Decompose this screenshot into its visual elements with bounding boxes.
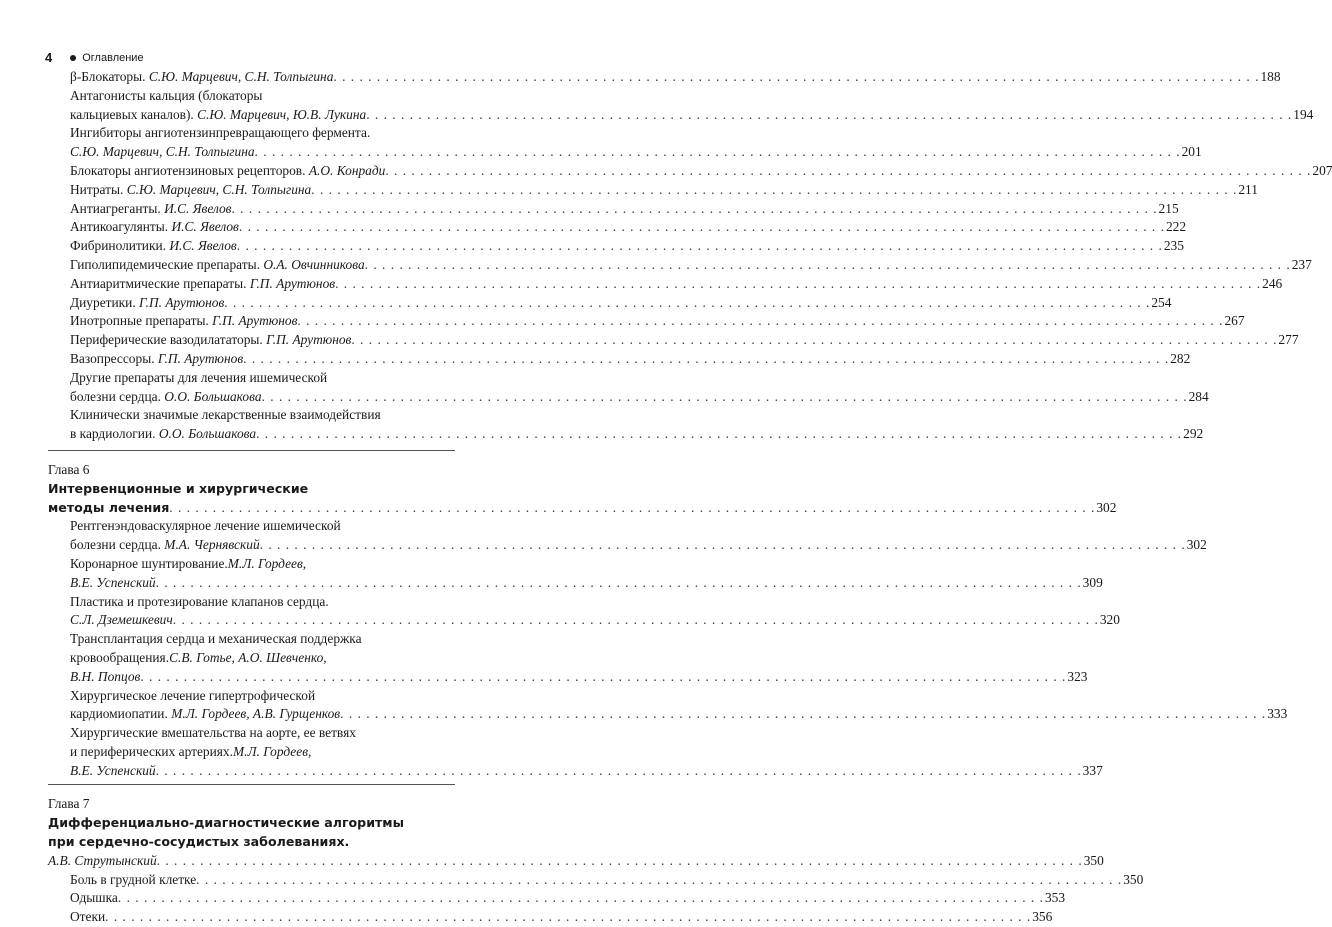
toc-entry[interactable]: Отеки . . . 356 <box>48 908 455 927</box>
toc-entry[interactable]: Гиполипидемические препараты. О.А. Овчинникова . . . 237 <box>48 256 455 275</box>
toc-entry[interactable]: кардиомиопатии. М.Л. Гордеев, А.В. Гурщенков . . . 333 <box>48 705 455 724</box>
running-header <box>45 50 144 65</box>
toc-line: Клинически значимые лекарственные взаимодействия <box>70 407 381 423</box>
toc-line: Трансплантация сердца и механическая поддержка <box>70 631 362 647</box>
toc-entry[interactable]: методы лечения . . . 302 <box>48 499 455 518</box>
toc-line: Пластика и протезирование клапанов сердца. <box>70 593 329 609</box>
toc-line: Хирургические вмешательства на аорте, ее ветвях <box>70 725 356 741</box>
divider <box>48 784 455 785</box>
toc-entry[interactable]: С.Ю. Марцевич, С.Н. Толпыгина . . . 201 <box>48 143 455 162</box>
toc-entry[interactable]: Антиаритмические препараты. Г.П. Арутюнов . . . 246 <box>48 275 455 294</box>
toc-entry[interactable]: Антиагреганты. И.С. Явелов . . . 215 <box>48 200 455 219</box>
toc-line: Ингибиторы ангиотензинпревращающего фермента. <box>70 125 371 141</box>
divider <box>48 450 455 451</box>
chapter-7 <box>48 795 1144 927</box>
chapter-title: при сердечно-сосудистых заболеваниях. <box>48 834 350 850</box>
toc-entry[interactable]: В.Е. Успенский . . . 337 <box>48 762 455 781</box>
toc-line: Коронарное шунтирование. М.Л. Гордеев, <box>70 555 307 571</box>
chapter-title: Интервенционные и хирургические <box>48 480 309 496</box>
toc-entry[interactable]: Блокаторы ангиотензиновых рецепторов. А.О. Конради . . . 207 <box>48 162 455 181</box>
toc-entry[interactable]: В.Н. Попцов . . . 323 <box>48 668 455 687</box>
page-number: 4 <box>45 50 53 65</box>
chapter-6-entries <box>48 517 1288 780</box>
toc-entry[interactable]: в кардиологии. О.О. Большакова . . . 292 <box>48 425 455 444</box>
toc-line: Рентгенэндоваскулярное лечение ишемической <box>70 518 341 534</box>
toc-line: Антагонисты кальция (блокаторы <box>70 87 263 103</box>
toc-entry[interactable]: кальциевых каналов). С.Ю. Марцевич, Ю.В. Лукина . . . 194 <box>48 106 455 125</box>
bullet-icon <box>70 55 76 61</box>
chapter-label: Глава 6 <box>48 461 90 477</box>
toc-entry[interactable]: Одышка . . . 353 <box>48 889 455 908</box>
toc-entry[interactable]: С.Л. Дземешкевич . . . 320 <box>48 611 455 630</box>
table-of-contents <box>48 68 1332 927</box>
toc-entry[interactable]: Фибринолитики. И.С. Явелов . . . 235 <box>48 237 455 256</box>
toc-entry[interactable]: Диуретики. Г.П. Арутюнов . . . 254 <box>48 294 455 313</box>
toc-line: Хирургическое лечение гипертрофической <box>70 687 316 703</box>
toc-line: кровообращения. С.В. Готье, А.О. Шевченко, <box>70 649 327 665</box>
toc-line: Другие препараты для лечения ишемической <box>70 369 328 385</box>
toc-line: и периферических артериях. М.Л. Гордеев, <box>70 743 312 759</box>
toc-entry[interactable]: болезни сердца. М.А. Чернявский . . . 302 <box>48 536 455 555</box>
chapter-title: Дифференциально-диагностические алгоритмы <box>48 815 404 831</box>
running-title: Оглавление <box>82 51 144 64</box>
toc-entry[interactable]: болезни сердца. О.О. Большакова . . . 284 <box>48 388 455 407</box>
chapter-7-entries <box>48 871 1144 927</box>
toc-entry[interactable]: А.В. Струтынский . . . 350 <box>48 852 455 871</box>
toc-entry[interactable]: Периферические вазодилататоры. Г.П. Арутюнов . . . 277 <box>48 331 455 350</box>
toc-entry[interactable]: β-Блокаторы. С.Ю. Марцевич, С.Н. Толпыгина . . . 188 <box>48 68 455 87</box>
toc-entry[interactable]: Инотропные препараты. Г.П. Арутюнов . . . 267 <box>48 312 455 331</box>
chapter-6 <box>48 461 1288 781</box>
chapter-5-entries <box>48 68 1332 444</box>
toc-entry[interactable]: Антикоагулянты. И.С. Явелов . . . 222 <box>48 218 455 237</box>
chapter-label: Глава 7 <box>48 796 90 812</box>
toc-entry[interactable]: Вазопрессоры. Г.П. Арутюнов . . . 282 <box>48 350 455 369</box>
toc-entry[interactable]: Боль в грудной клетке . . . 350 <box>48 871 455 890</box>
toc-entry[interactable]: Нитраты. С.Ю. Марцевич, С.Н. Толпыгина . . . 211 <box>48 181 455 200</box>
toc-entry[interactable]: В.Е. Успенский . . . 309 <box>48 574 455 593</box>
